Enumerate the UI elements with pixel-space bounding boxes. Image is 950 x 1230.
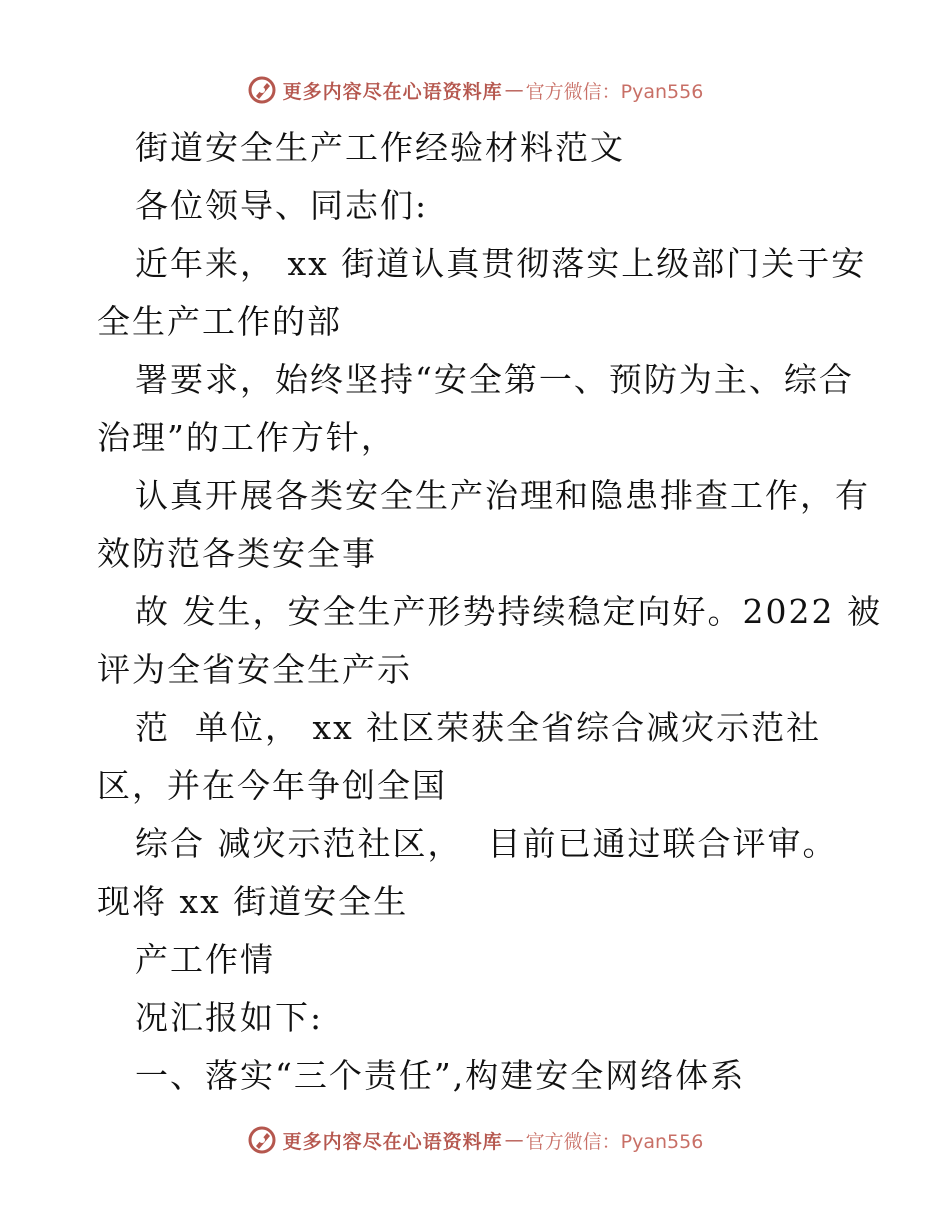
paragraph-line: 全生产工作的部	[97, 302, 342, 341]
document-title: 街道安全生产工作经验材料范文	[135, 128, 625, 167]
watermark-footer	[0, 1120, 950, 1160]
paragraph-line: 区，并在今年争创全国	[97, 766, 447, 805]
paragraph-line: 综合 减灾示范社区， 目前已通过联合评审。	[135, 824, 838, 863]
paragraph-line: 况汇报如下:	[135, 998, 324, 1037]
paragraph-line: 现将 xx 街道安全生	[97, 882, 409, 921]
watermark-contact: 官方微信：Pyan556	[525, 80, 704, 103]
pen-logo-icon	[247, 75, 277, 105]
paragraph-line: 治理”的工作方针，	[97, 418, 396, 457]
section-heading: 一、落实“三个责任”,构建安全网络体系	[135, 1056, 746, 1095]
watermark-header	[0, 70, 950, 110]
watermark-separator: —	[504, 79, 524, 101]
paragraph-line: 产工作情	[135, 940, 275, 979]
watermark-brand: 更多内容尽在心语资料库	[282, 80, 503, 103]
paragraph-line: 效防范各类安全事	[97, 534, 377, 573]
watermark-separator: —	[504, 1129, 524, 1151]
pen-logo-icon	[247, 1125, 277, 1155]
paragraph-line: 评为全省安全生产示	[97, 650, 412, 689]
paragraph-line: 认真开展各类安全生产治理和隐患排查工作，有	[135, 476, 870, 515]
paragraph-line: 近年来， xx 街道认真贯彻落实上级部门关于安	[135, 244, 867, 283]
watermark-contact: 官方微信：Pyan556	[525, 1130, 704, 1153]
watermark-brand: 更多内容尽在心语资料库	[282, 1130, 503, 1153]
paragraph-line: 范 单位， xx 社区荣获全省综合减灾示范社	[135, 708, 822, 747]
paragraph-line: 署要求，始终坚持“安全第一、预防为主、综合	[135, 360, 854, 399]
paragraph-line: 故 发生，安全生产形势持续稳定向好。2022 被	[135, 592, 882, 631]
salutation: 各位领导、同志们:	[135, 186, 429, 225]
